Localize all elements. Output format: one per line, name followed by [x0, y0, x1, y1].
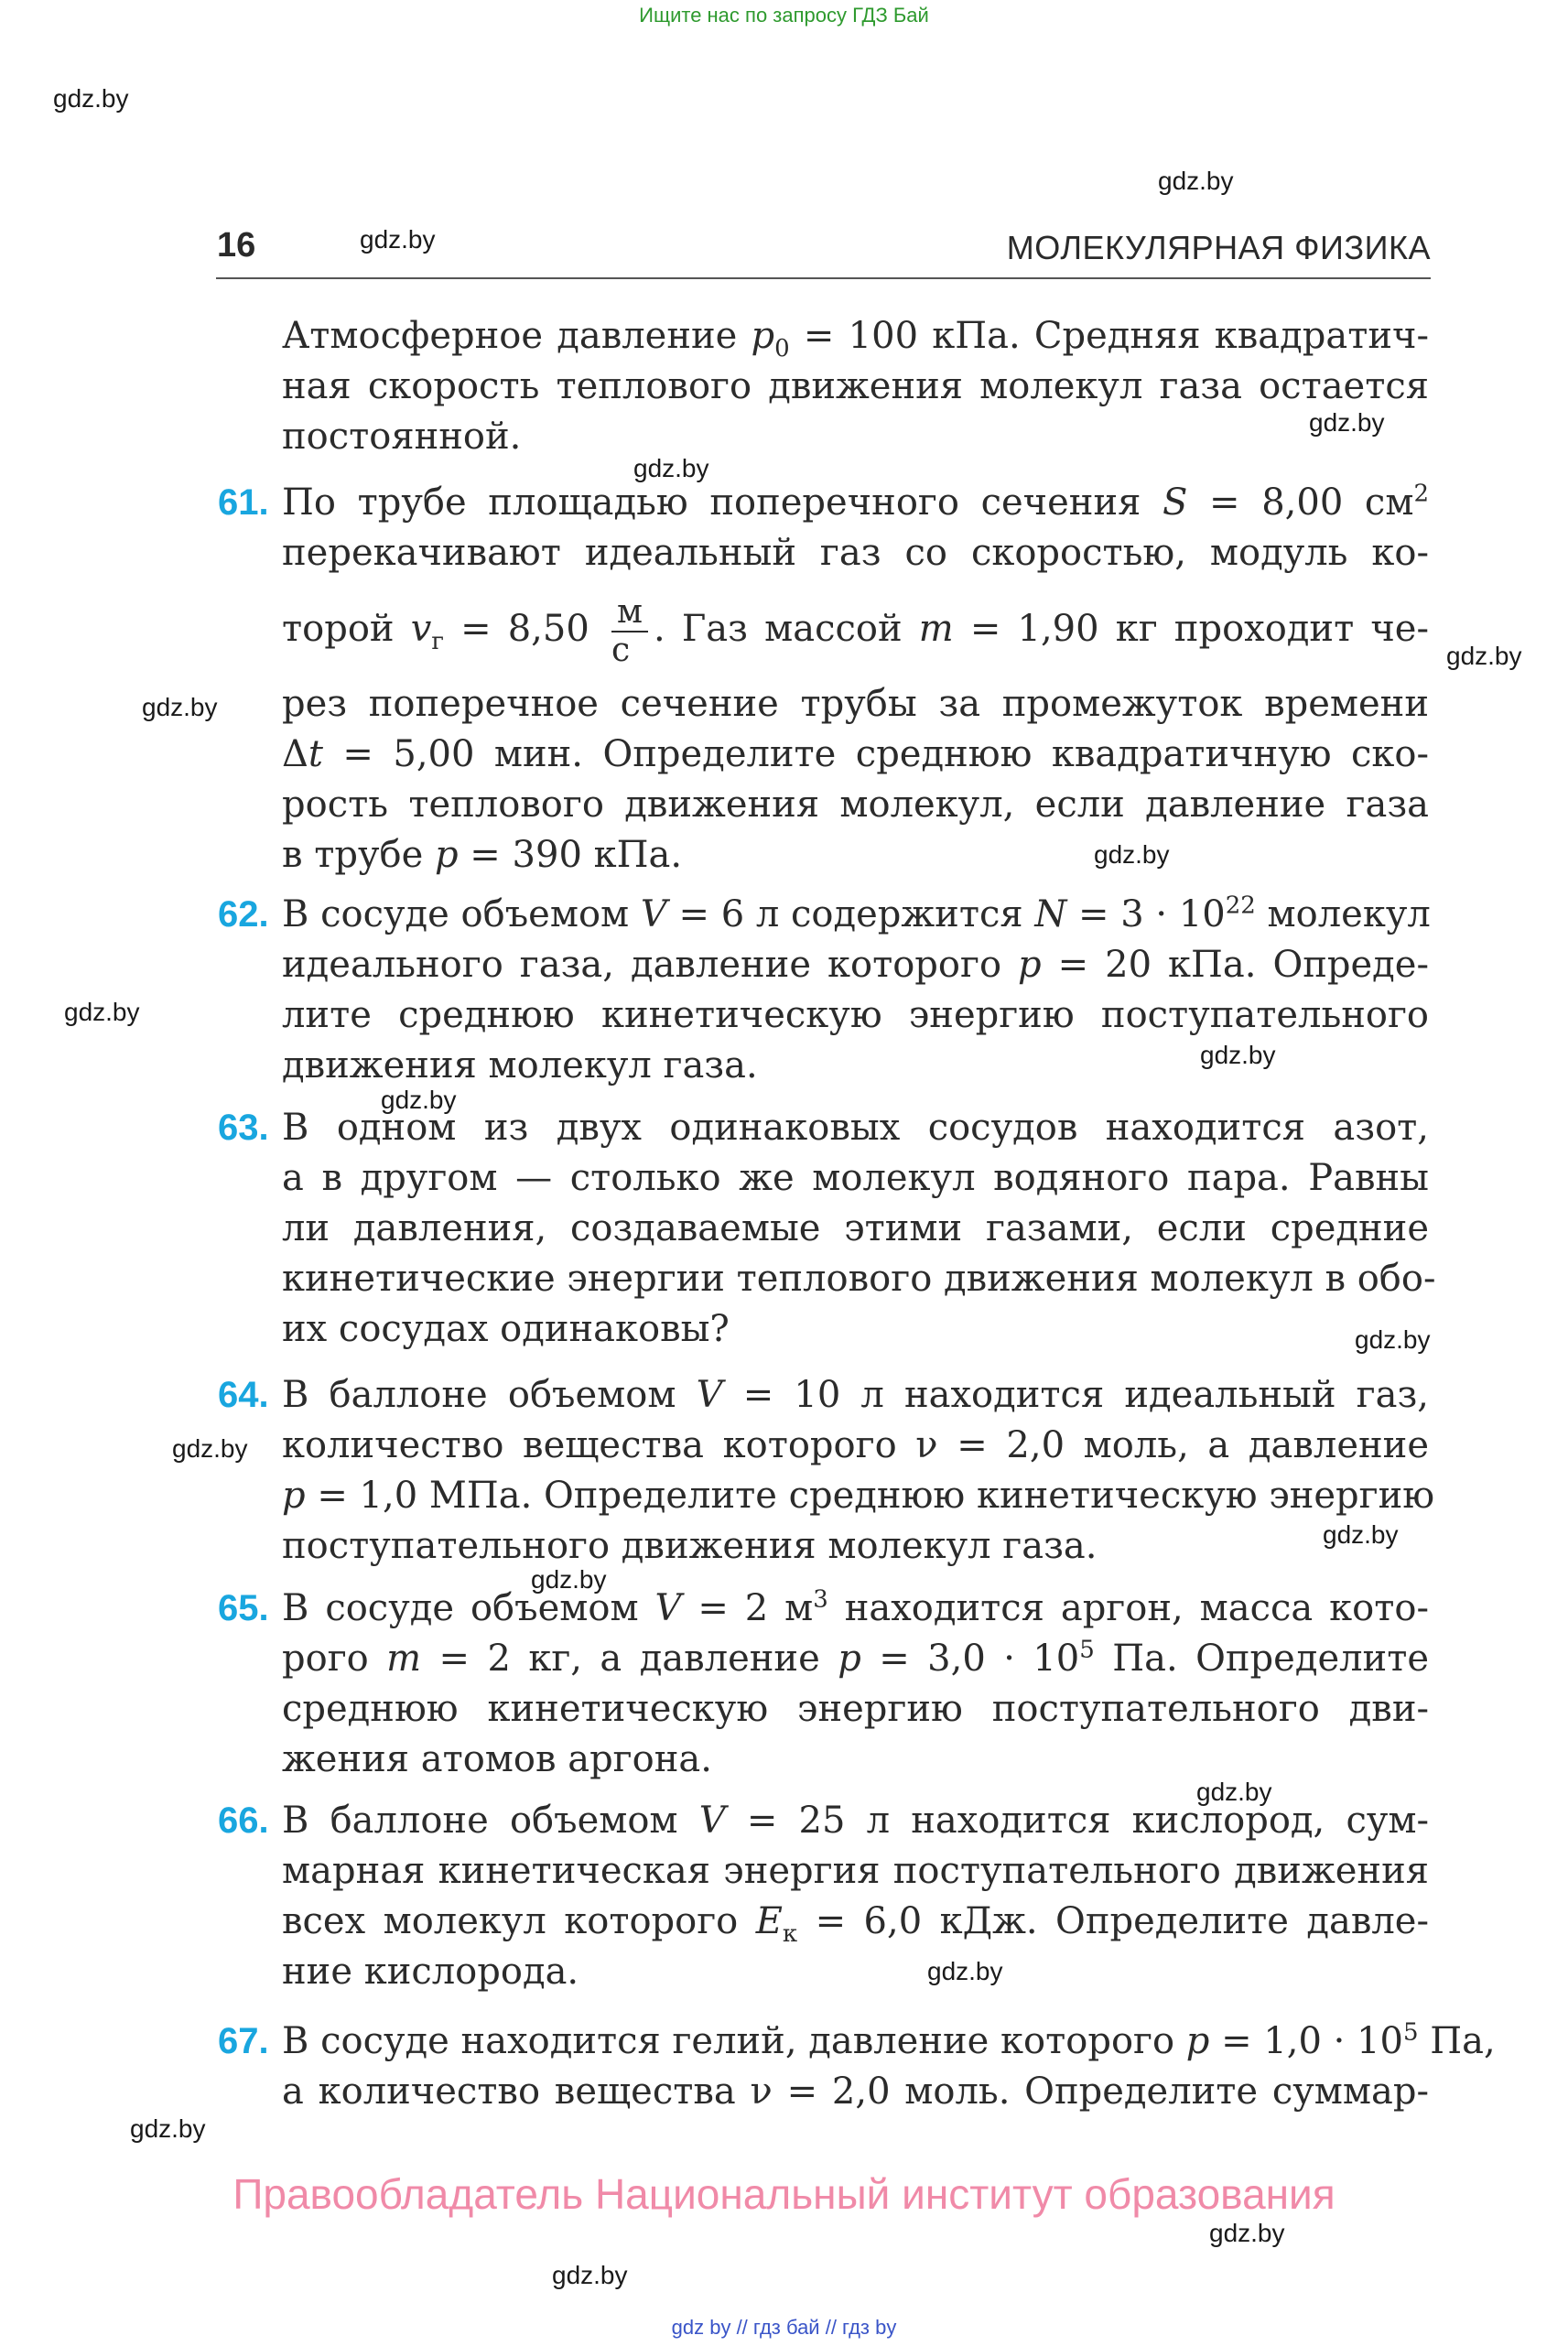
watermark: gdz.by [1196, 1778, 1272, 1806]
problem-61: 61. По трубе площадью поперечного сечения S = 8,00 $см^2$ перекачивают идеальный газ со скоростью, модуль ко- торой $v_г = 8,50$ $\frac{м}{с}$ . Газ массой m = 1,90 кг проходит че- рез поперечное сечение трубы за промежуток времени Δt = 5,00 мин. Определите среднюю квадратичную ско- рость теплового движения молекул, если давление газа в трубе p = 390 кПа. [282, 478, 1429, 881]
watermark: gdz.by [552, 2261, 628, 2289]
watermark: gdz.by [1323, 1520, 1399, 1549]
watermark: gdz.by [64, 998, 140, 1026]
fraction-m-per-s: $\frac{м}{с}$ [611, 594, 648, 669]
watermark: gdz.by [142, 693, 218, 721]
watermark: gdz.by [1209, 2219, 1285, 2247]
problem-67: 67. В сосуде находится гелий, давление которого $p = 1,0 \cdot 10^5$ Па, а количество вещества ν = 2,0 моль. Определите суммар- [282, 2016, 1429, 2117]
problem-63: 63. В одном из двух одинаковых сосудов находится азот, а в другом — столько же молекул водяного пара. Равны ли давления, создаваемые этими газами, если средние кинетические энергии теплового движения молекул в обо- их сосудах одинаковы? [282, 1103, 1429, 1355]
problem-number: 63. [218, 1108, 269, 1148]
copyright-notice: Правообладатель Национальный институт образования [232, 2170, 1336, 2218]
watermark: gdz.by [633, 454, 709, 482]
page-number: 16 [217, 226, 256, 265]
watermark: gdz.by [927, 1957, 1003, 1985]
watermark: gdz.by [1200, 1041, 1276, 1069]
watermark: gdz.by [1094, 840, 1170, 869]
problem-62: 62. В сосуде объемом V = 6 л содержится $N = 3 \cdot 10^{22}$ молекул идеального газа, давление которого p = 20 кПа. Опреде- лите среднюю кинетическую энергию поступательного движения молекул газа. [282, 890, 1429, 1091]
watermark: gdz.by [53, 84, 129, 113]
watermark: gdz.by [360, 225, 436, 254]
problem-66: 66. В баллоне объемом V = 25 л находится кислород, сум- марная кинетическая энергия поступательного движения всех молекул которого $E_к = 6,0$ кДж. Определите давле- ние кислорода. [282, 1796, 1429, 1997]
header-rule [216, 277, 1431, 279]
running-header: МОЛЕКУЛЯРНАЯ ФИЗИКА [1006, 229, 1431, 266]
problem-number: 64. [218, 1375, 269, 1415]
watermark: gdz.by [172, 1434, 248, 1463]
intro-paragraph: Атмосферное давление $p_0 = 100$ кПа. Средняя квадратич- ная скорость теплового движения молекул газа остается постоянной. [282, 315, 1429, 458]
problem-64: 64. В баллоне объемом V = 10 л находится идеальный газ, количество вещества которого ν = 2,0 моль, а давление p = 1,0 МПа. Определите среднюю кинетическую энергию поступательного движения молекул газа. [282, 1370, 1429, 1572]
top-banner[interactable]: Ищите нас по запросу ГДЗ Бай [639, 4, 929, 27]
footer-links[interactable]: gdz by // гдз бай // гдз by [671, 2316, 897, 2339]
watermark: gdz.by [1355, 1325, 1431, 1354]
problem-number: 65. [218, 1588, 269, 1628]
problem-number: 62. [218, 894, 269, 935]
problem-number: 61. [218, 482, 269, 523]
watermark: gdz.by [1446, 642, 1522, 670]
watermark: gdz.by [1158, 167, 1234, 195]
watermark: gdz.by [130, 2114, 206, 2143]
watermark: gdz.by [381, 1086, 457, 1114]
problem-number: 67. [218, 2021, 269, 2061]
problem-65: 65. В сосуде объемом V = 2 $м^3$ находится аргон, масса кото- рого m = 2 кг, а давление $p = 3,0 \cdot 10^5$ Па. Определите среднюю кинетическую энергию поступательного дви- жения атомов аргона. [282, 1584, 1429, 1785]
problem-number: 66. [218, 1800, 269, 1841]
watermark: gdz.by [1309, 408, 1385, 437]
watermark: gdz.by [531, 1565, 607, 1594]
